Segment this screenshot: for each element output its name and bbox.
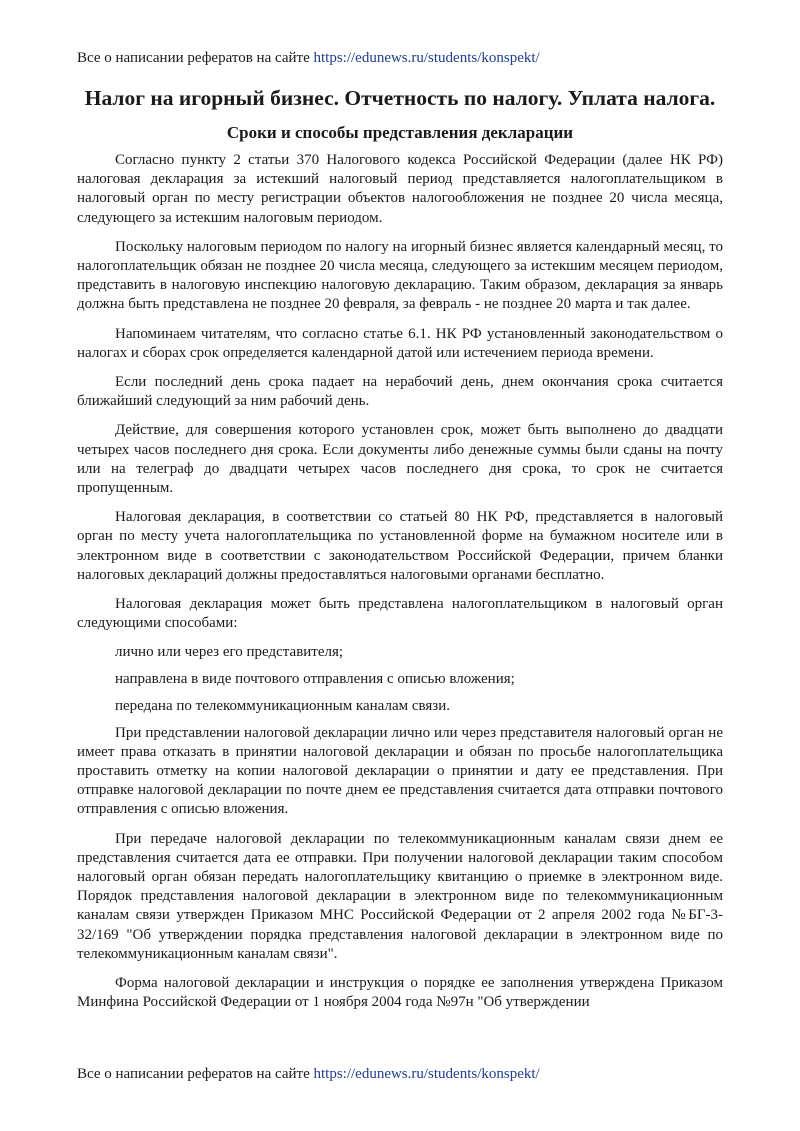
page-footer [77, 1064, 723, 1084]
paragraph: Действие, для совершения которого установлен срок, может быть выполнено до двадцати четырех часов последнего дня срока. Если документы либо денежные суммы были сданы на почту или на телеграф до двадцати четырех часов последнего дня срока, то срок не считается пропущенным. [77, 422, 723, 497]
footer-text: Все о написании рефератов на сайте [77, 1066, 314, 1082]
document-title: Налог на игорный бизнес. Отчетность по налогу. Уплата налога. [84, 86, 716, 110]
paragraph: Если последний день срока падает на нерабочий день, днем окончания срока считается ближайший следующий за ним рабочий день. [77, 374, 723, 410]
paragraph: При представлении налоговой декларации лично или через представителя налоговый орган не имеет права отказать в принятии налоговой декларации и обязан по просьбе налогоплательщика проставить отметку на копии налоговой декларации о принятии и дату ее представления. При отправке налоговой декларации по почте днем ее представления считается дата отправки почтового отправления с описью вложения. [77, 724, 723, 818]
list-item: передана по телекоммуникационным каналам связи. [115, 697, 450, 714]
paragraph: Поскольку налоговым периодом по налогу на игорный бизнес является календарный месяц, то налогоплательщик обязан не позднее 20 числа месяца, следующего за истекшим месяцем периодом, представить в налоговую инспекцию налоговую декларацию. Таким образом, декларация за январь должна быть представлена не позднее 20 февраля, за февраль - не позднее 20 марта и так далее. [77, 238, 723, 313]
header-link[interactable]: https://edunews.ru/students/konspekt/ [313, 50, 540, 66]
page-header [77, 48, 723, 68]
paragraph: Форма налоговой декларации и инструкция о порядке ее заполнения утверждена Приказом Минфина Российской Федерации от 1 ноября 2004 года №97н "Об утверждении [77, 975, 723, 1011]
section-heading: Сроки и способы представления декларации [226, 123, 574, 142]
header-text: Все о написании рефератов на сайте [77, 50, 314, 66]
paragraph: Напоминаем читателям, что согласно статье 6.1. НК РФ установленный законодательством о налогах и сборах срок определяется календарной датой или истечением периода времени. [77, 325, 723, 361]
paragraph: Согласно пункту 2 статьи 370 Налогового кодекса Российской Федерации (далее НК РФ) налоговая декларация за истекший налоговый период представляется налогоплательщиком в налоговый орган по месту регистрации объектов налогообложения не позднее 20 числа месяца, следующего за истекшим налоговым периодом. [77, 152, 723, 226]
paragraph: Налоговая декларация может быть представлена налогоплательщиком в налоговый орган следующими способами: [77, 596, 723, 632]
document-body [77, 84, 723, 1022]
paragraph: При передаче налоговой декларации по телекоммуникационным каналам связи днем ее представления считается дата ее отправки. При получении налоговой декларации таким способом налоговый орган обязан передать налогоплательщику квитанцию о приемке в электронном виде. Порядок представления налоговой декларации в электронном виде по телекоммуникационным каналам связи утвержден Приказом МНС Российской Федерации от 2 апреля 2002 года №БГ-3-32/169 "Об утверждении порядка представления налоговой декларации в электронном виде по телекоммуникационным каналам связи". [77, 830, 723, 962]
list-item: лично или через его представителя; [115, 644, 344, 661]
footer-link[interactable]: https://edunews.ru/students/konspekt/ [313, 1066, 540, 1082]
list-item: направлена в виде почтового отправления с описью вложения; [115, 671, 515, 688]
paragraph: Налоговая декларация, в соответствии со статьей 80 НК РФ, представляется в налоговый орган по месту учета налогоплательщика по установленной форме на бумажном носителе или в электронном виде в соответствии с законодательством Российской Федерации, причем бланки налоговых деклараций должны предоставляться налоговыми органами бесплатно. [77, 509, 723, 583]
